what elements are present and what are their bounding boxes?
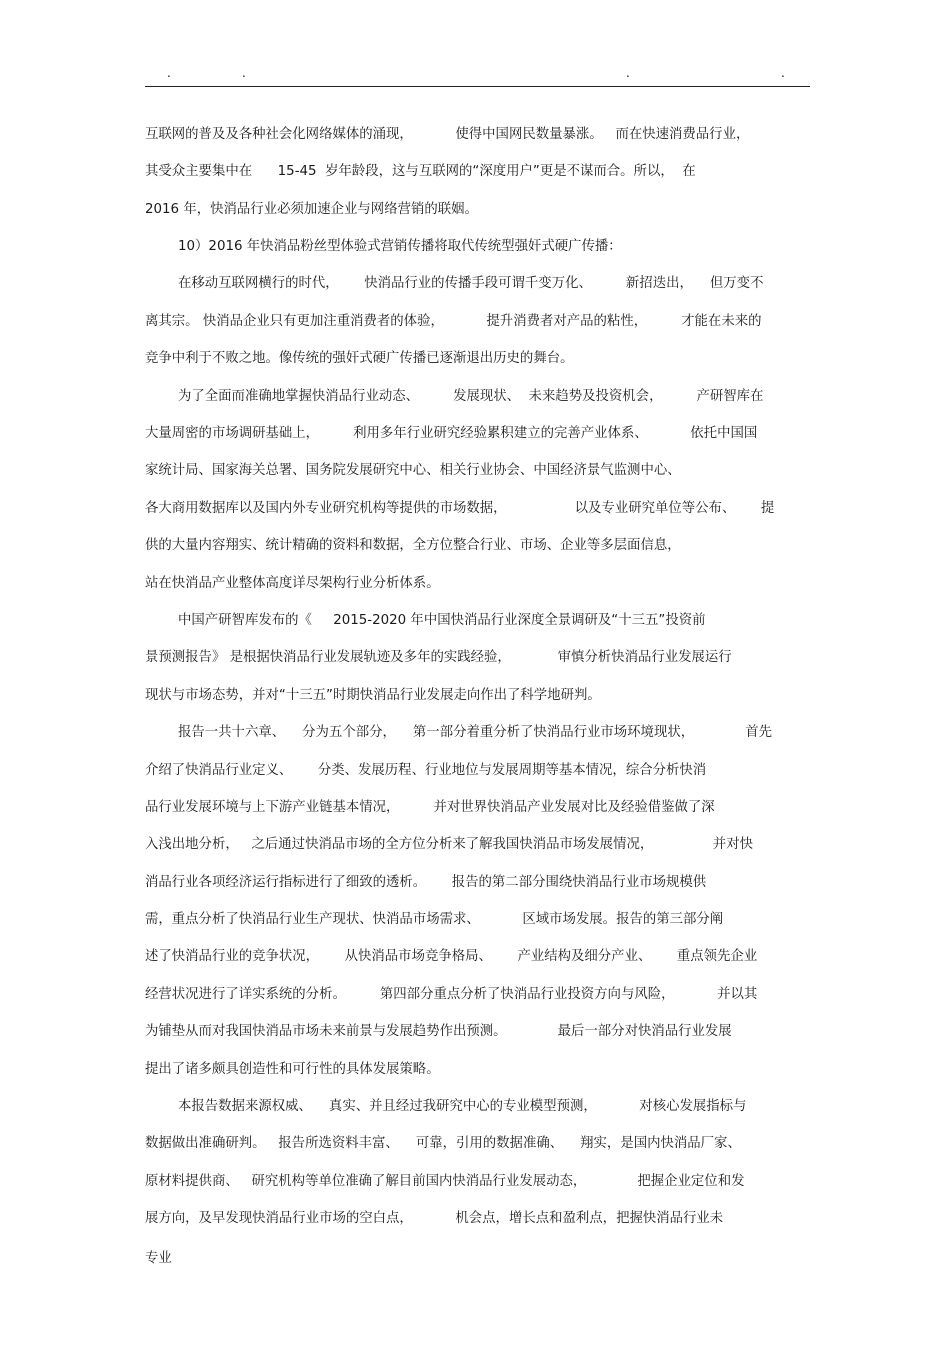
text-line: 其受众主要集中在 15-45 岁年龄段，这与互联网的“深度用户”更是不谋而合。所以， 在 [145, 164, 696, 179]
text-line: 提出了诸多颇具创造性和可行性的具体发展策略。 [145, 1062, 440, 1077]
text-line: 为铺垫从而对我国快消品市场未来前景与发展趋势作出预测。 最后一部分对快消品行业发展 [145, 1024, 732, 1039]
text-line: 需，重点分析了快消品行业生产现状、快消品市场需求、 区域市场发展。报告的第三部分阐 [145, 912, 724, 927]
text-line: 现状与市场态势，并对“十三五”时期快消品行业发展走向作出了科学地研判。 [145, 688, 601, 703]
page-footer-label: 专业 [145, 1251, 172, 1266]
text-line: 互联网的普及及各种社会化网络媒体的涌现， 使得中国网民数量暴涨。 而在快速消费品行业， [145, 127, 750, 142]
text-line: 2016 年，快消品行业必须加速企业与网络营销的联姻。 [145, 202, 478, 217]
text-line: 数据做出准确研判。 报告所选资料丰富、 可靠，引用的数据准确、 翔实，是国内快消品厂家、 [145, 1136, 741, 1151]
text-line: 中国产研智库发布的《 2015-2020 年中国快消品行业深度全景调研及“十三五”投资前 [178, 613, 706, 628]
text-line: 站在快消品产业整体高度详尽架构行业分析体系。 [145, 576, 440, 591]
text-line: 入浅出地分析， 之后通过快消品市场的全方位分析来了解我国快消品市场发展情况， 并对快 [145, 837, 753, 852]
text-line: 大量周密的市场调研基础上， 利用多年行业研究经验累积建立的完善产业体系、 依托中国国 [145, 426, 758, 441]
header-rule [145, 86, 810, 87]
text-line: 展方向，及早发现快消品行业市场的空白点， 机会点，增长点和盈利点，把握快消品行业未 [145, 1211, 724, 1226]
text-line: 竞争中利于不败之地。像传统的强奸式硬广传播已逐渐退出历史的舞台。 [145, 351, 574, 366]
text-line: 为了全面而准确地掌握快消品行业动态、 发展现状、 未来趋势及投资机会， 产研智库在 [178, 389, 764, 404]
text-line: 品行业发展环境与上下游产业链基本情况， 并对世界快消品产业发展对比及经验借鉴做了深 [145, 800, 715, 815]
text-line: 本报告数据来源权威、 真实、并且经过我研究中心的专业模型预测， 对核心发展指标与 [178, 1099, 747, 1114]
text-line: 景预测报告》 是根据快消品行业发展轨迹及多年的实践经验， 审慎分析快消品行业发展运行 [145, 650, 732, 665]
header-marks [145, 62, 810, 86]
text-line: 报告一共十六章、 分为五个部分， 第一部分着重分析了快消品行业市场环境现状， 首先 [178, 725, 772, 740]
header-mark: . [626, 66, 630, 80]
text-line: 消品行业各项经济运行指标进行了细致的透析。 报告的第二部分围绕快消品行业市场规模供 [145, 875, 707, 890]
header-mark: . [167, 66, 171, 80]
text-line: 10）2016 年快消品粉丝型体验式营销传播将取代传统型强奸式硬广传播： [178, 239, 622, 254]
text-line: 经营状况进行了详实系统的分析。 第四部分重点分析了快消品行业投资方向与风险， 并以其 [145, 987, 758, 1002]
header-mark: . [781, 66, 785, 80]
header-mark: . [242, 66, 246, 80]
text-line: 介绍了快消品行业定义、 分类、发展历程、行业地位与发展周期等基本情况，综合分析快消 [145, 763, 707, 778]
text-line: 家统计局、国家海关总署、国务院发展研究中心、相关行业协会、中国经济景气监测中心、 [145, 463, 681, 478]
text-line: 述了快消品行业的竞争状况， 从快消品市场竞争格局、 产业结构及细分产业、 重点领先企业 [145, 949, 758, 964]
text-line: 离其宗。 快消品企业只有更加注重消费者的体验， 提升消费者对产品的粘性， 才能在未来的 [145, 314, 762, 329]
text-line: 供的大量内容翔实、统计精确的资料和数据，全方位整合行业、市场、企业等多层面信息， [145, 538, 681, 553]
text-line: 各大商用数据库以及国内外专业研究机构等提供的市场数据， 以及专业研究单位等公布、 提 [145, 501, 775, 516]
text-line: 在移动互联网横行的时代， 快消品行业的传播手段可谓千变万化、 新招迭出， 但万变不 [178, 276, 764, 291]
text-line: 原材料提供商、 研究机构等单位准确了解目前国内快消品行业发展动态， 把握企业定位和发 [145, 1174, 745, 1189]
